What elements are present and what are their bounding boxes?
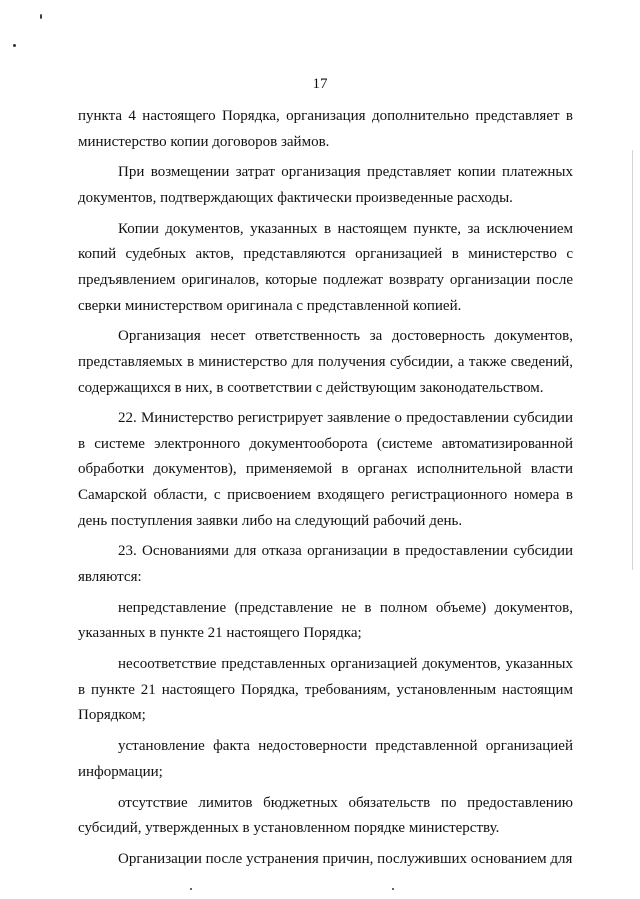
paragraph: установление факта недостоверности представленной организацией информации; bbox=[78, 738, 573, 780]
paragraph: Организация несет ответственность за достоверность документов, представляемых в министерство для получения субсидии, а также сведений, содержащихся в них, в соответствии с действующим законодательством. bbox=[78, 328, 573, 396]
document-body bbox=[78, 104, 573, 878]
scan-speck bbox=[13, 44, 16, 47]
paragraph: Копии документов, указанных в настоящем пункте, за исключением копий судебных актов, представляются организацией в министерство с предъявлением оригиналов, которые подлежат возврату организации после сверки министерством оригинала с представленной копией. bbox=[78, 220, 573, 314]
scan-speck bbox=[190, 888, 192, 890]
paragraph: Организации после устранения причин, послуживших основанием для bbox=[118, 850, 573, 867]
paragraph: 22. Министерство регистрирует заявление о предоставлении субсидии в системе электронного документооборота (системе автоматизированной обработки документов), применяемой в органах исполнительной власти Самарской области, с присвоением входящего регистрационного номера в день поступления заявки либо на следующий рабочий день. bbox=[78, 410, 573, 529]
paragraph: 23. Основаниями для отказа организации в предоставлении субсидии являются: bbox=[78, 543, 573, 586]
page-number: 17 bbox=[312, 76, 328, 92]
paragraph: несоответствие представленных организацией документов, указанных в пункте 21 настоящего Порядка, требованиям, установленным настоящим Порядком; bbox=[78, 656, 573, 724]
paragraph: непредставление (представление не в полном объеме) документов, указанных в пункте 21 настоящего Порядка; bbox=[78, 599, 573, 642]
scan-edge-line bbox=[632, 150, 633, 570]
scan-speck bbox=[392, 888, 394, 890]
paragraph: При возмещении затрат организация представляет копии платежных документов, подтверждающих фактически произведенные расходы. bbox=[78, 164, 573, 206]
scan-speck bbox=[40, 14, 42, 19]
paragraph: отсутствие лимитов бюджетных обязательств по предоставлению субсидий, утвержденных в установленном порядке министерству. bbox=[78, 794, 573, 837]
paragraph: пункта 4 настоящего Порядка, организация дополнительно представляет в министерство копии договоров займов. bbox=[78, 108, 573, 150]
